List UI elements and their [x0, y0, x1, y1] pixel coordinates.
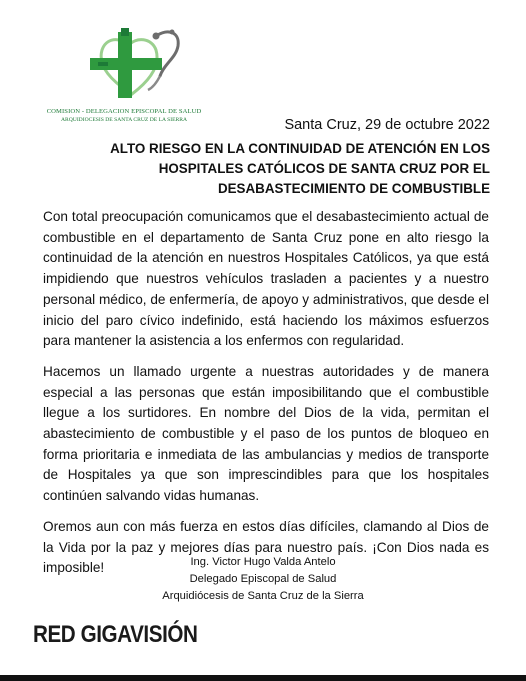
- body-paragraph: Con total preocupación comunicamos que el desabastecimiento actual de combustible en el departamento de Santa Cruz pone en alto riesgo la continuidad de la atención en nuestros Hospitales Católicos, ya que está impidiendo que nuestros vehículos trasladen a pacientes y a nuestro personal médico, de enfermería, de apoyo y administrativos, que desde el inicio del paro cívico indefinido, está haciendo los máximos esfuerzos para mantener la asistencia a los enfermos con regularidad.: [43, 209, 489, 349]
- document-body: [43, 207, 489, 589]
- document-title: [70, 139, 490, 199]
- logo-archdiocese-name: ARQUIDIOCESIS DE SANTA CRUZ DE LA SIERRA: [60, 117, 188, 123]
- watermark-brand: RED GIGAVISIÓN: [33, 621, 198, 648]
- footer-divider: [0, 675, 526, 681]
- cross-stethoscope-logo-icon: [68, 24, 198, 106]
- body-paragraph: Hacemos un llamado urgente a nuestras autoridades y de manera especial a las personas que están imposibilitando que el combustible llegue a los surtidores. En nombre del Dios de la vida, permitan el abastecimiento de combustible y el paso de los puntos de bloqueo en forma prioritaria e inmediata de las ambulancias y medios de transporte de Hospitales ya que son imprescindibles para que los hospitales continúen salvando vidas humanas.: [43, 363, 489, 504]
- signatory-organization: Arquidiócesis de Santa Cruz de la Sierra: [162, 590, 364, 602]
- document-date: Santa Cruz, 29 de octubre 2022: [284, 117, 490, 133]
- title-line: HOSPITALES CATÓLICOS DE SANTA CRUZ POR EL: [158, 161, 490, 176]
- delegation-logo: [44, 24, 204, 130]
- title-line: ALTO RIESGO EN LA CONTINUIDAD DE ATENCIÓN EN LOS: [110, 141, 490, 156]
- signature-block: [40, 554, 486, 605]
- title-line: DESABASTECIMIENTO DE COMBUSTIBLE: [217, 181, 490, 196]
- logo-organization-name: COMISION - DELEGACION EPISCOPAL DE SALUD: [46, 108, 202, 115]
- signatory-name: Ing. Victor Hugo Valda Antelo: [190, 556, 336, 568]
- signatory-role: Delegado Episcopal de Salud: [189, 573, 337, 585]
- body-paragraph: Oremos aun con más fuerza en estos días difíciles, clamando al Dios de la Vida por la paz y mejores días para nuestro país. ¡Con Dios nada es imposible!: [43, 518, 489, 576]
